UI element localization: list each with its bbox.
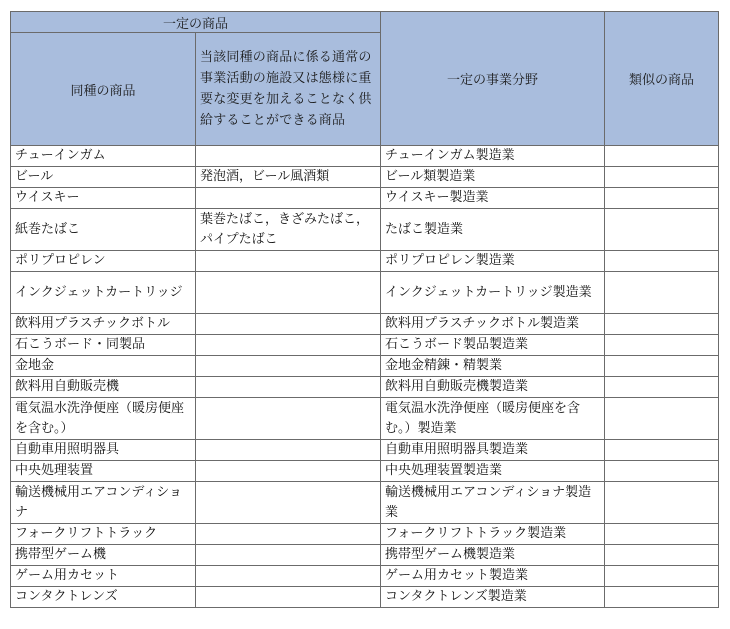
cell-similar-goods: [605, 356, 719, 377]
cell-business-field: ポリプロピレン製造業: [381, 251, 605, 272]
cell-business-field: ウイスキー製造業: [381, 188, 605, 209]
cell-facility-goods: [196, 356, 381, 377]
cell-same-goods: 中央処理装置: [11, 461, 196, 482]
table-row: [11, 251, 719, 272]
cell-facility-goods: [196, 251, 381, 272]
cell-similar-goods: [605, 482, 719, 524]
cell-business-field: 輸送機械用エアコンディショナ製造業: [381, 482, 605, 524]
cell-same-goods: 紙巻たばこ: [11, 209, 196, 251]
header-business-field: 一定の事業分野: [381, 12, 605, 146]
cell-facility-goods: 葉巻たばこ，きざみたばこ，パイプたばこ: [196, 209, 381, 251]
cell-same-goods: ビール: [11, 167, 196, 188]
cell-same-goods: 輸送機械用エアコンディショナ: [11, 482, 196, 524]
cell-business-field: 飲料用自動販売機製造業: [381, 377, 605, 398]
cell-similar-goods: [605, 377, 719, 398]
cell-business-field: フォークリフトトラック製造業: [381, 524, 605, 545]
cell-same-goods: 飲料用プラスチックボトル: [11, 314, 196, 335]
cell-similar-goods: [605, 188, 719, 209]
table-row: [11, 335, 719, 356]
cell-business-field: 石こうボード製品製造業: [381, 335, 605, 356]
cell-similar-goods: [605, 146, 719, 167]
cell-facility-goods: 発泡酒，ビール風酒類: [196, 167, 381, 188]
cell-same-goods: 石こうボード・同製品: [11, 335, 196, 356]
cell-business-field: ゲーム用カセット製造業: [381, 566, 605, 587]
cell-business-field: ビール類製造業: [381, 167, 605, 188]
cell-facility-goods: [196, 461, 381, 482]
table-row: [11, 188, 719, 209]
cell-similar-goods: [605, 461, 719, 482]
cell-same-goods: 金地金: [11, 356, 196, 377]
cell-same-goods: ゲーム用カセット: [11, 566, 196, 587]
table-row: [11, 566, 719, 587]
cell-business-field: 飲料用プラスチックボトル製造業: [381, 314, 605, 335]
cell-facility-goods: [196, 398, 381, 440]
cell-business-field: たばこ製造業: [381, 209, 605, 251]
table-row: [11, 167, 719, 188]
cell-similar-goods: [605, 251, 719, 272]
cell-same-goods: コンタクトレンズ: [11, 587, 196, 608]
cell-facility-goods: [196, 314, 381, 335]
header-similar-goods: 類似の商品: [605, 12, 719, 146]
cell-facility-goods: [196, 545, 381, 566]
cell-same-goods: 自動車用照明器具: [11, 440, 196, 461]
table-row: [11, 587, 719, 608]
cell-business-field: 電気温水洗浄便座（暖房便座を含む。）製造業: [381, 398, 605, 440]
header-same-goods: 同種の商品: [11, 33, 196, 146]
cell-business-field: 中央処理装置製造業: [381, 461, 605, 482]
cell-business-field: 自動車用照明器具製造業: [381, 440, 605, 461]
cell-facility-goods: [196, 566, 381, 587]
cell-facility-goods: [196, 335, 381, 356]
cell-same-goods: 飲料用自動販売機: [11, 377, 196, 398]
table-row: [11, 482, 719, 524]
table-row: [11, 146, 719, 167]
cell-facility-goods: [196, 377, 381, 398]
table-row: [11, 524, 719, 545]
cell-similar-goods: [605, 314, 719, 335]
cell-similar-goods: [605, 209, 719, 251]
header-facility-goods: 当該同種の商品に係る通常の事業活動の施設又は態様に重要な変更を加えることなく供給することができる商品: [196, 33, 381, 146]
cell-similar-goods: [605, 272, 719, 314]
cell-business-field: 金地金精錬・精製業: [381, 356, 605, 377]
cell-same-goods: チューインガム: [11, 146, 196, 167]
cell-same-goods: インクジェットカートリッジ: [11, 272, 196, 314]
cell-same-goods: ポリプロピレン: [11, 251, 196, 272]
cell-facility-goods: [196, 482, 381, 524]
cell-similar-goods: [605, 398, 719, 440]
table-row: [11, 356, 719, 377]
cell-same-goods: フォークリフトトラック: [11, 524, 196, 545]
cell-similar-goods: [605, 524, 719, 545]
goods-table: [10, 11, 719, 608]
header-group-label: 一定の商品: [11, 12, 381, 33]
cell-facility-goods: [196, 440, 381, 461]
table-row: [11, 398, 719, 440]
cell-facility-goods: [196, 188, 381, 209]
cell-business-field: 携帯型ゲーム機製造業: [381, 545, 605, 566]
cell-similar-goods: [605, 167, 719, 188]
cell-facility-goods: [196, 524, 381, 545]
cell-similar-goods: [605, 440, 719, 461]
cell-same-goods: 携帯型ゲーム機: [11, 545, 196, 566]
cell-same-goods: 電気温水洗浄便座（暖房便座を含む。）: [11, 398, 196, 440]
cell-business-field: インクジェットカートリッジ製造業: [381, 272, 605, 314]
cell-similar-goods: [605, 335, 719, 356]
table-row: [11, 272, 719, 314]
cell-same-goods: ウイスキー: [11, 188, 196, 209]
cell-facility-goods: [196, 146, 381, 167]
cell-similar-goods: [605, 587, 719, 608]
cell-similar-goods: [605, 566, 719, 587]
cell-business-field: チューインガム製造業: [381, 146, 605, 167]
cell-facility-goods: [196, 587, 381, 608]
table-row: [11, 461, 719, 482]
cell-business-field: コンタクトレンズ製造業: [381, 587, 605, 608]
table-row: [11, 545, 719, 566]
table-row: [11, 377, 719, 398]
cell-similar-goods: [605, 545, 719, 566]
table-row: [11, 209, 719, 251]
table-row: [11, 314, 719, 335]
cell-facility-goods: [196, 272, 381, 314]
table-row: [11, 440, 719, 461]
